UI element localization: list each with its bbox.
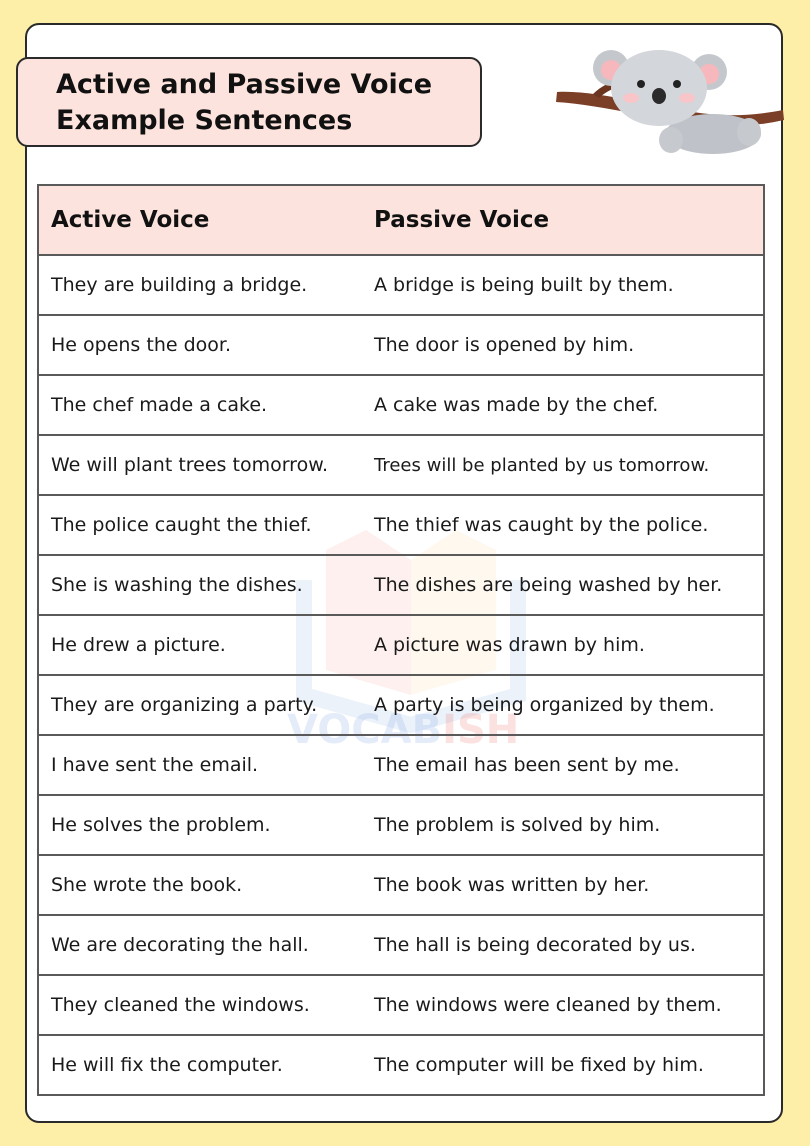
passive-voice-header: Passive Voice xyxy=(362,185,764,255)
active-sentence: He drew a picture. xyxy=(38,615,362,675)
active-sentence: They are organizing a party. xyxy=(38,675,362,735)
passive-sentence: The email has been sent by me. xyxy=(362,735,764,795)
active-sentence: He solves the problem. xyxy=(38,795,362,855)
active-sentence: She wrote the book. xyxy=(38,855,362,915)
passive-sentence: The door is opened by him. xyxy=(362,315,764,375)
table-row xyxy=(38,435,764,495)
active-sentence: The police caught the thief. xyxy=(38,495,362,555)
table-row xyxy=(38,975,764,1035)
passive-sentence: The computer will be fixed by him. xyxy=(362,1035,764,1095)
passive-sentence: A picture was drawn by him. xyxy=(362,615,764,675)
passive-sentence: The book was written by her. xyxy=(362,855,764,915)
passive-sentence: The thief was caught by the police. xyxy=(362,495,764,555)
passive-sentence: A party is being organized by them. xyxy=(362,675,764,735)
active-sentence: She is washing the dishes. xyxy=(38,555,362,615)
table-row xyxy=(38,255,764,315)
passive-sentence: The dishes are being washed by her. xyxy=(362,555,764,615)
table-row xyxy=(38,915,764,975)
passive-sentence: Trees will be planted by us tomorrow. xyxy=(362,435,764,495)
table-row xyxy=(38,735,764,795)
active-sentence: He will fix the computer. xyxy=(38,1035,362,1095)
voice-examples-table xyxy=(37,184,765,1096)
passive-sentence: The windows were cleaned by them. xyxy=(362,975,764,1035)
passive-sentence: A cake was made by the chef. xyxy=(362,375,764,435)
active-sentence: The chef made a cake. xyxy=(38,375,362,435)
active-sentence: I have sent the email. xyxy=(38,735,362,795)
active-sentence: We are decorating the hall. xyxy=(38,915,362,975)
table-header-row xyxy=(38,185,764,255)
table-row xyxy=(38,315,764,375)
title-banner xyxy=(16,57,482,147)
active-sentence: They are building a bridge. xyxy=(38,255,362,315)
active-voice-header: Active Voice xyxy=(38,185,362,255)
passive-sentence: The problem is solved by him. xyxy=(362,795,764,855)
passive-sentence: The hall is being decorated by us. xyxy=(362,915,764,975)
table-row xyxy=(38,495,764,555)
table-row xyxy=(38,615,764,675)
active-sentence: He opens the door. xyxy=(38,315,362,375)
table-row xyxy=(38,795,764,855)
table-row xyxy=(38,855,764,915)
table-row xyxy=(38,375,764,435)
page-title-line-2: Example Sentences xyxy=(56,105,353,136)
active-sentence: We will plant trees tomorrow. xyxy=(38,435,362,495)
table-row xyxy=(38,675,764,735)
table-row xyxy=(38,1035,764,1095)
active-sentence: They cleaned the windows. xyxy=(38,975,362,1035)
koala-on-branch-icon xyxy=(553,46,785,158)
page-title-line-1: Active and Passive Voice xyxy=(56,69,433,100)
passive-sentence: A bridge is being built by them. xyxy=(362,255,764,315)
table-row xyxy=(38,555,764,615)
